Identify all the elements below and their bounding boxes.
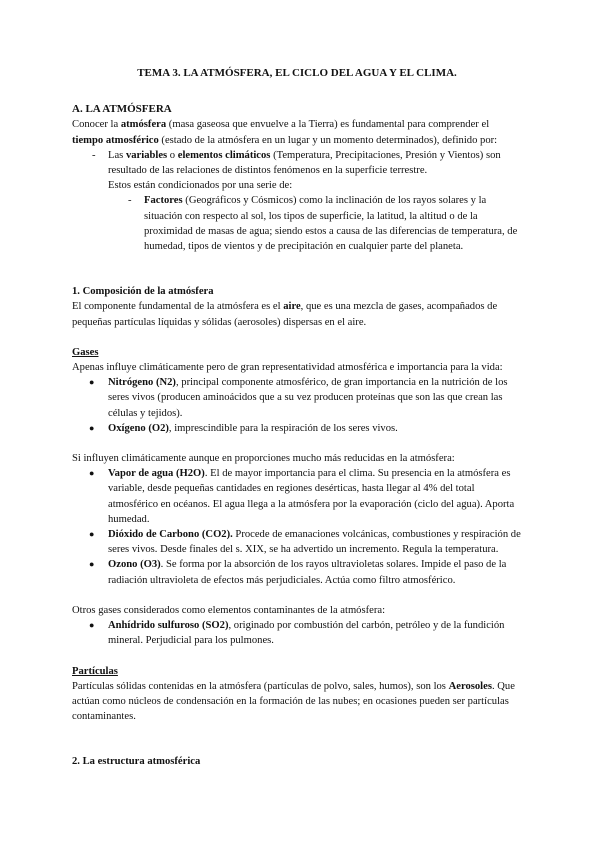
gases-list-2: [72, 466, 522, 588]
section-1-intro: El componente fundamental de la atmósfera es el aire, que es una mezcla de gases, acompañados de pequeñas partículas líquidas y sólidas (aerosoles) dispersas en el aire.: [72, 301, 498, 328]
document-title: TEMA 3. LA ATMÓSFERA, EL CICLO DEL AGUA Y EL CLIMA.: [137, 67, 457, 79]
list-item: - Factores (Geográficos y Cósmicos) como la inclinación de los rayos solares y la situación con respecto al sol, los tipos de superficie, la latitud, la altitud o de la proximidad de masas de agua; siendo estos a causa de las diferencias de temperatura, de humedad, tipos de vientos y de precipitación en cualquier parte del planeta.: [72, 193, 522, 254]
section-2-heading: 2. La estructura atmosférica: [72, 756, 201, 768]
list-item: ● Vapor de agua (H2O). El de mayor importancia para el clima. Su presencia en la atmósfera es variable, desde pequeñas cantidades en regiones desérticas, hasta llegar al 4% del total atmosférico en océanos. El agua llega a la atmósfera por la evaporación (ciclo del agua). Aporta humedad.: [72, 466, 522, 527]
particles-heading: Partículas: [72, 665, 118, 677]
section-1-heading: 1. Composición de la atmósfera: [72, 286, 214, 298]
gases-intro-1: Apenas influye climáticamente pero de gran representatividad atmosférica e importancia para la vida:: [72, 362, 503, 374]
conditioned-text: Estos están condicionados por una serie de:: [108, 180, 293, 192]
list-item: ● Ozono (O3). Se forma por la absorción de los rayos ultravioletas solares. Impide el paso de la radiación ultravioleta de efectos más perjudiciales. Actúa como filtro atmosférico.: [72, 557, 522, 587]
variables-list: [72, 148, 522, 178]
section-a-heading: A. LA ATMÓSFERA: [72, 103, 172, 116]
list-item: ● Anhídrido sulfuroso (SO2), originado por combustión del carbón, petróleo y de la fundición mineral. Perjudicial para los pulmones.: [72, 618, 522, 648]
gases-intro-3: Otros gases considerados como elementos contaminantes de la atmósfera:: [72, 604, 386, 616]
section-a-intro: Conocer la atmósfera (masa gaseosa que envuelve a la Tierra) es fundamental para comprender el tiempo atmosférico (estado de la atmósfera en un lugar y un momento determinados), definido por:: [72, 119, 498, 146]
particles-text: Partículas sólidas contenidas en la atmósfera (partículas de polvo, sales, humos), son los Aerosoles. Que actúan como núcleos de condensación en la formación de las nubes; en ocasiones pueden ser partículas contaminantes.: [72, 680, 515, 723]
list-item: ● Dióxido de Carbono (CO2). Procede de emanaciones volcánicas, combustiones y respiración de seres vivos. Desde finales del s. XIX, se ha advertido un incremento. Regula la temperatura.: [72, 527, 522, 557]
factors-list: [72, 193, 522, 254]
gases-intro-2: Si influyen climáticamente aunque en proporciones mucho más reducidas en la atmósfera:: [72, 453, 455, 465]
list-item: ● Nitrógeno (N2), principal componente atmosférico, de gran importancia en la nutrición de los seres vivos (producen aminoácidos que a su vez producen proteínas que son las que crean las células y tejidos).: [72, 375, 522, 421]
document-page: [72, 66, 522, 770]
gases-list-3: [72, 618, 522, 648]
list-item: ● Oxígeno (O2), imprescindible para la respiración de los seres vivos.: [72, 421, 522, 436]
gases-list-1: [72, 375, 522, 436]
gases-heading: Gases: [72, 346, 99, 358]
list-item: - Las variables o elementos climáticos (Temperatura, Precipitaciones, Presión y Vientos) son resultado de las relaciones de distintos fenómenos en la superficie terrestre.: [72, 148, 522, 178]
